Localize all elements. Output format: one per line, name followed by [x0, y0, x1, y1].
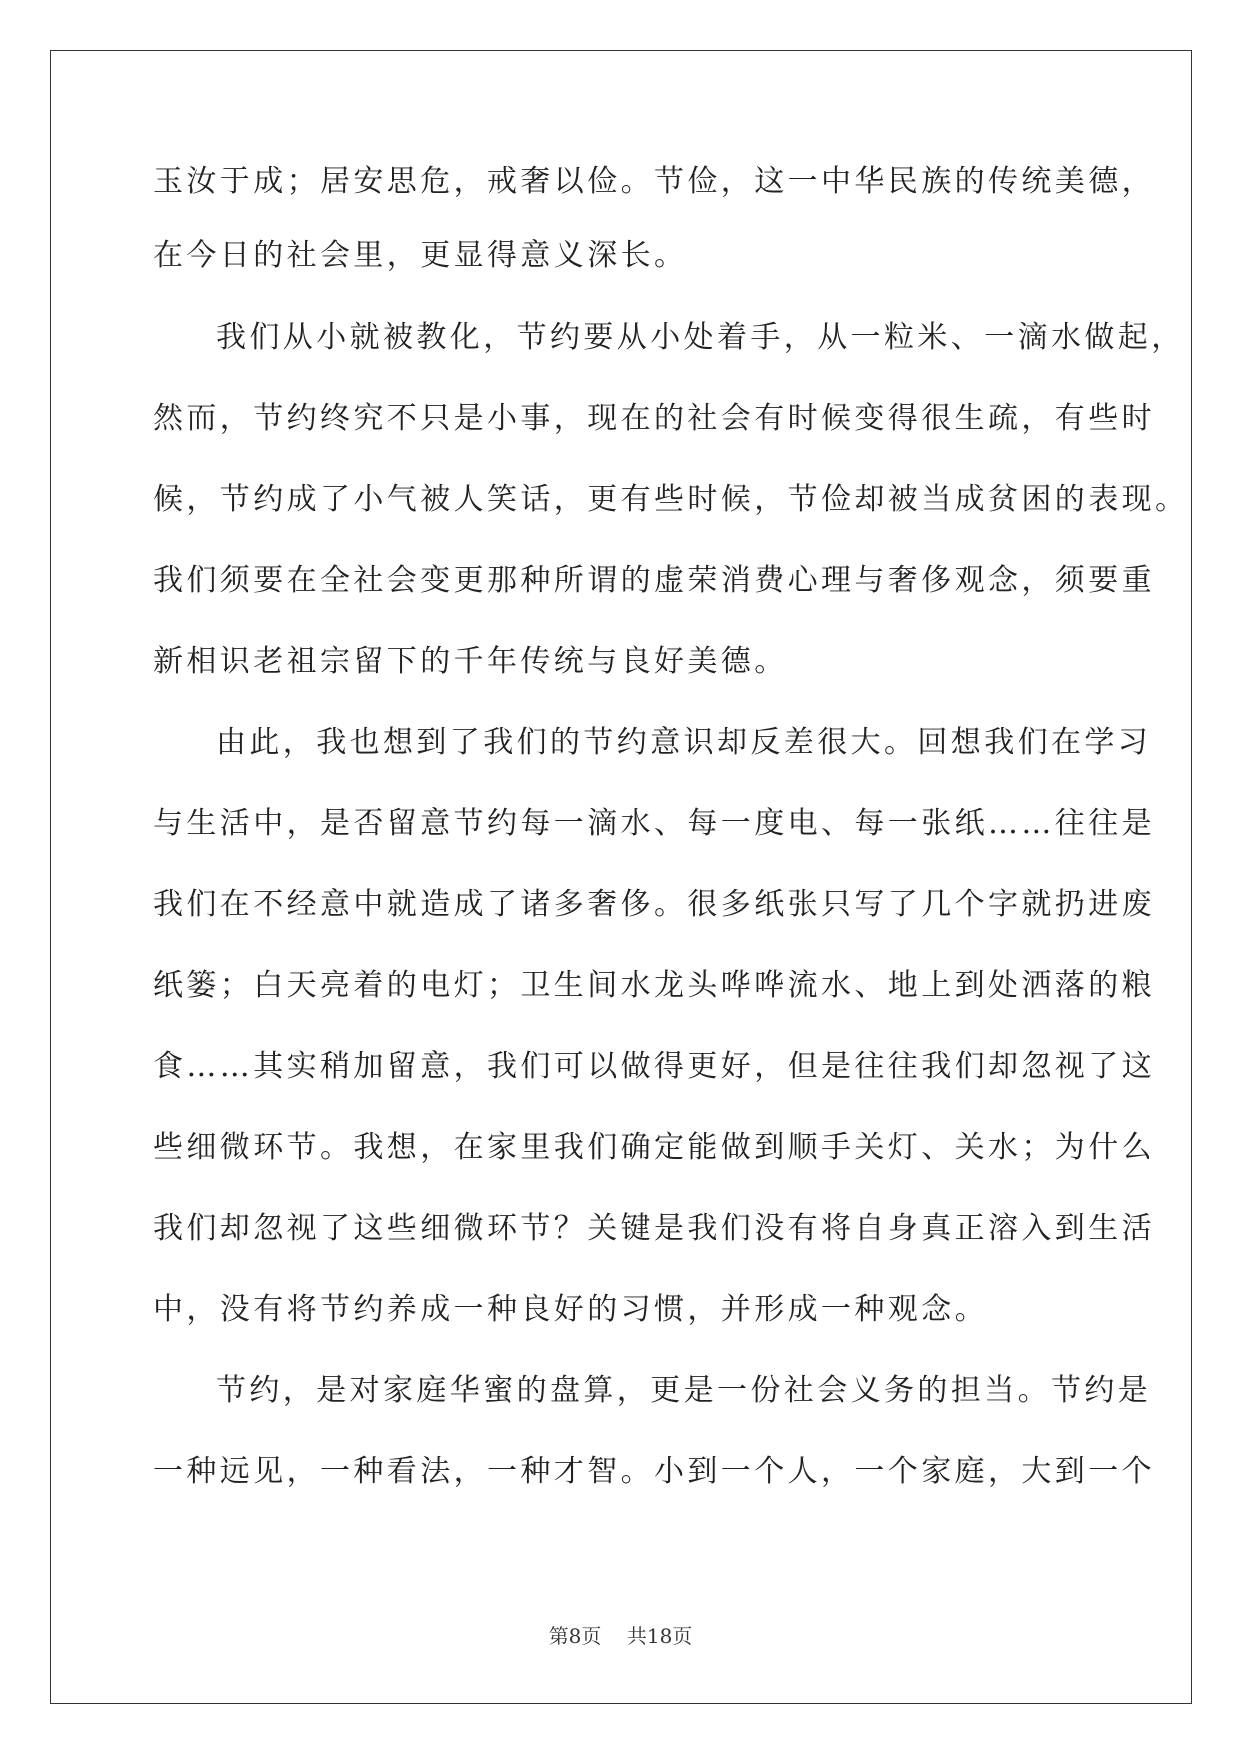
text-line: 在今日的社会里，更显得意义深长。 [153, 238, 688, 273]
text-line: 玉汝于成；居安思危，戒奢以俭。节俭，这一中华民族的传统美德， [153, 164, 1155, 199]
text-line: 然而，节约终究不只是小事，现在的社会有时候变得很生疏，有些时 [153, 401, 1155, 436]
text-line: 节约，是对家庭华蜜的盘算，更是一份社会义务的担当。节约是 [216, 1373, 1152, 1408]
text-line: 我们从小就被教化，节约要从小处着手，从一粒米、一滴水做起， [216, 320, 1185, 355]
text-line: 纸篓；白天亮着的电灯；卫生间水龙头哗哗流水、地上到处洒落的粮 [153, 968, 1155, 1003]
page-number-footer: 第8页 共18页 [548, 1624, 693, 1648]
text-line: 与生活中，是否留意节约每一滴水、每一度电、每一张纸……往往是 [153, 806, 1155, 841]
text-line: 我们须要在全社会变更那种所谓的虚荣消费心理与奢侈观念，须要重 [153, 563, 1155, 598]
text-line: 食……其实稍加留意，我们可以做得更好，但是往往我们却忽视了这 [153, 1049, 1155, 1084]
text-line: 候，节约成了小气被人笑话，更有些时候，节俭却被当成贫困的表现。 [153, 482, 1189, 517]
text-line: 由此，我也想到了我们的节约意识却反差很大。回想我们在学习 [216, 725, 1152, 760]
text-line: 一种远见，一种看法，一种才智。小到一个人，一个家庭，大到一个 [153, 1454, 1155, 1489]
text-line: 我们在不经意中就造成了诸多奢侈。很多纸张只写了几个字就扔进废 [153, 887, 1155, 922]
text-line: 新相识老祖宗留下的千年传统与良好美德。 [153, 644, 788, 679]
text-line: 些细微环节。我想，在家里我们确定能做到顺手关灯、关水；为什么 [153, 1130, 1155, 1165]
text-line: 我们却忽视了这些细微环节？关键是我们没有将自身真正溶入到生活 [153, 1211, 1155, 1246]
text-line: 中，没有将节约养成一种良好的习惯，并形成一种观念。 [153, 1292, 988, 1327]
